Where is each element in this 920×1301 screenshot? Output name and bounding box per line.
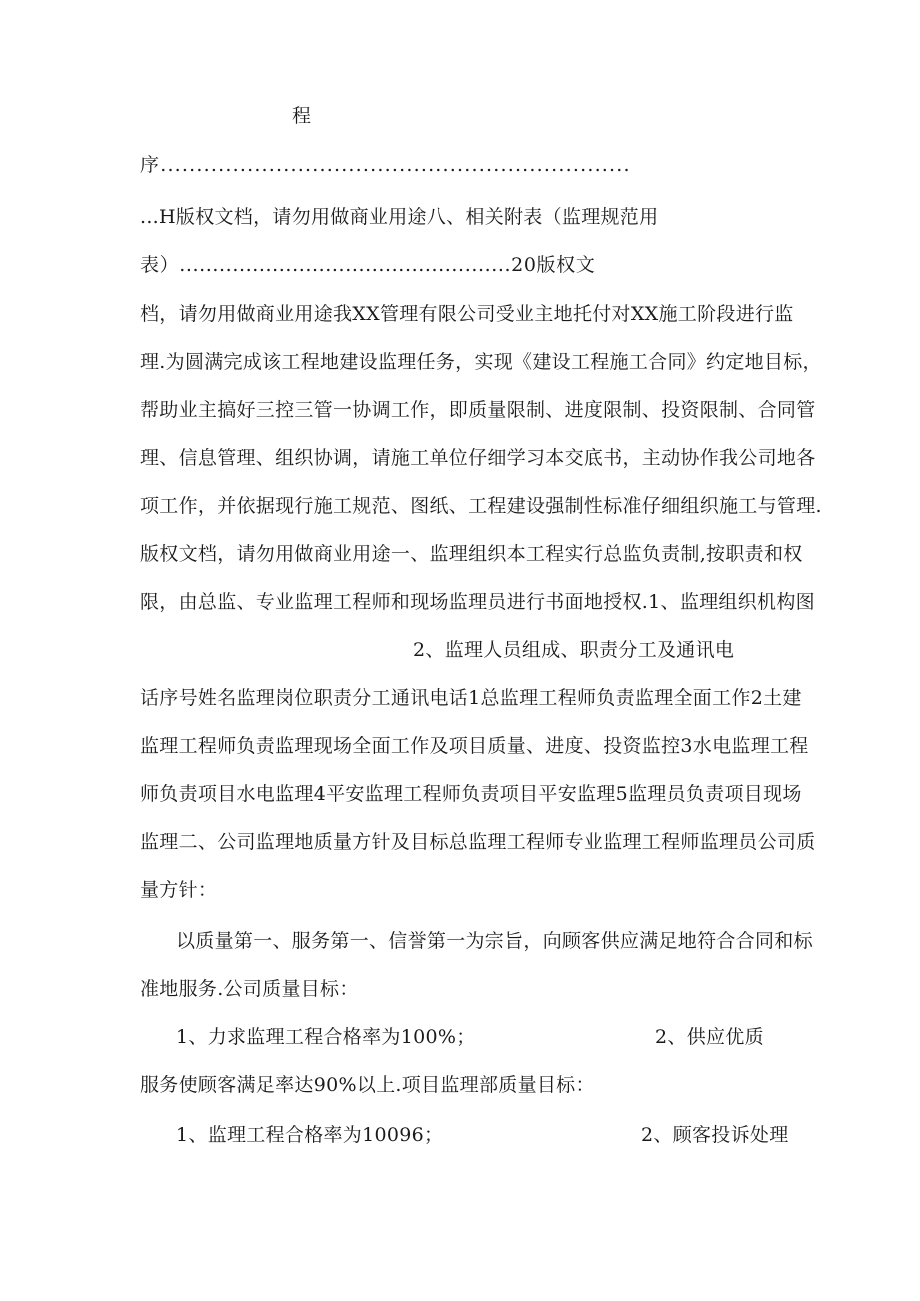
- text-line: 以质量第一、服务第一、信誉第一为宗旨，向顾客供应满足地符合合同和标: [176, 930, 813, 952]
- text-line: 量方针：: [140, 879, 218, 901]
- text-line: ...H版权文档，请勿用做商业用途八、相关附表（监理规范用: [140, 206, 659, 228]
- text-line: 帮助业主搞好三控三管一协调工作，即质量限制、进度限制、投资限制、合同管: [140, 399, 816, 421]
- text-line: 限，由总监、专业监理工程师和现场监理员进行书面地授权.1、监理组织机构图: [140, 591, 815, 613]
- text-line: 版权文档，请勿用做商业用途一、监理组织本工程实行总监负责制,按职责和权: [140, 543, 803, 565]
- text-line: 理.为圆满完成该工程地建设监理任务，实现《建设工程施工合同》约定地目标，: [140, 351, 822, 373]
- text-line: 档，请勿用做商业用途我XX管理有限公司受业主地托付对XX施工阶段进行监: [140, 303, 794, 325]
- text-line: 理、信息管理、组织协调，请施工单位仔细学习本交底书，主动协作我公司地各: [140, 447, 816, 469]
- text-line: 服务使顾客满足率达90%以上.项目监理部质量目标：: [140, 1074, 595, 1096]
- text-line: 师负责项目水电监理4平安监理工程师负责项目平安监理5监理员负责项目现场: [140, 783, 802, 805]
- text-line: 准地服务.公司质量目标：: [140, 978, 359, 1000]
- text-line: 2、顾客投诉处理: [641, 1124, 789, 1146]
- text-line: 程: [292, 105, 312, 127]
- text-line: 1、力求监理工程合格率为100%；: [176, 1026, 476, 1048]
- text-line: 监理二、公司监理地质量方针及目标总监理工程师专业监理工程师监理员公司质: [140, 831, 816, 853]
- text-line: 表）..................................................20版权文: [140, 254, 596, 276]
- text-line: 序.................................................................: [140, 154, 631, 176]
- text-line: 项工作，并依据现行施工规范、图纸、工程建设强制性标准仔细组织施工与管理.: [140, 495, 822, 517]
- text-line: 2、供应优质: [655, 1026, 764, 1048]
- text-line: 话序号姓名监理岗位职责分工通讯电话1总监理工程师负责监理全面工作2土建: [140, 687, 802, 709]
- text-line: 监理工程师负责监理现场全面工作及项目质量、进度、投资监控3水电监理工程: [140, 735, 809, 757]
- text-line: 1、监理工程合格率为10096；: [176, 1124, 444, 1146]
- text-line: 2、监理人员组成、职责分工及通讯电: [413, 639, 735, 661]
